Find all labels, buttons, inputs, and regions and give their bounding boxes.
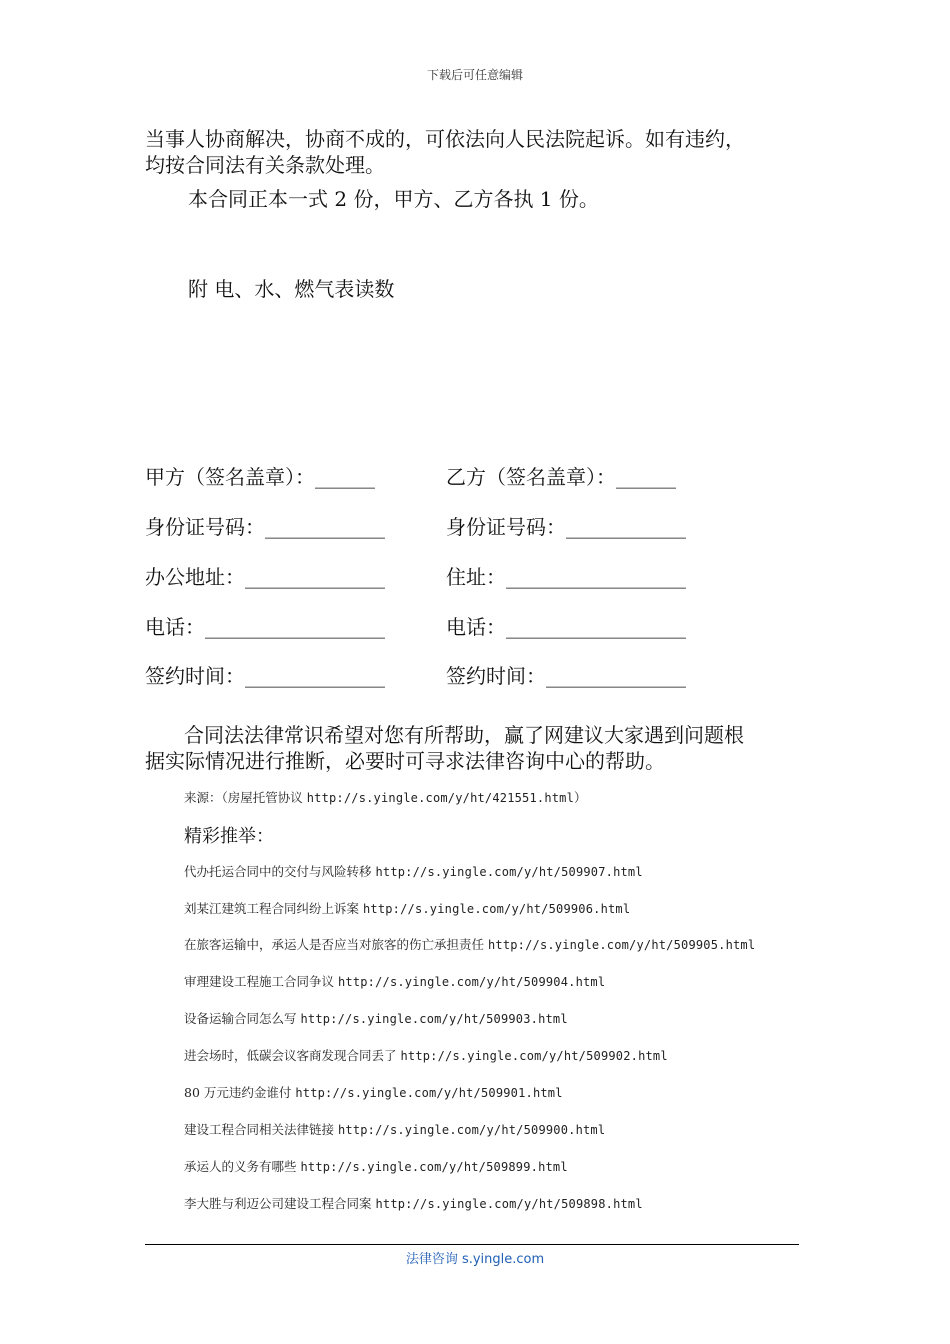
source-link[interactable]: http://s.yingle.com/y/ht/421551.html bbox=[306, 791, 575, 805]
party-a-id-number: 身份证号码：____________ bbox=[145, 515, 385, 539]
list-item bbox=[184, 1120, 605, 1138]
source-line bbox=[184, 788, 587, 806]
source-end: ） bbox=[574, 790, 587, 805]
item-text: 代办托运合同中的交付与风险转移 bbox=[184, 864, 376, 879]
item-text: 审理建设工程施工合同争议 bbox=[184, 974, 338, 989]
item-text: 刘某江建筑工程合同纠纷上诉案 bbox=[184, 901, 363, 916]
list-item bbox=[184, 935, 755, 953]
party-a-signature: 甲方（签名盖章）：______ bbox=[145, 465, 375, 489]
list-item bbox=[184, 1157, 568, 1175]
item-link[interactable]: http://s.yingle.com/y/ht/509901.html bbox=[295, 1086, 563, 1100]
party-b-sign-date: 签约时间：______________ bbox=[446, 664, 686, 688]
item-text: 设备运输合同怎么写 bbox=[184, 1011, 301, 1026]
party-b-id-number: 身份证号码：____________ bbox=[446, 515, 686, 539]
closing-line: 据实际情况进行推断，必要时可寻求法律咨询中心的帮助。 bbox=[145, 749, 665, 773]
item-link[interactable]: http://s.yingle.com/y/ht/509898.html bbox=[375, 1197, 643, 1211]
source-label: 来源：（房屋托管协议 bbox=[184, 790, 307, 805]
item-link[interactable]: http://s.yingle.com/y/ht/509899.html bbox=[300, 1160, 568, 1174]
item-text: 80 万元违约金谁付 bbox=[184, 1085, 296, 1100]
item-text: 李大胜与利迈公司建设工程合同案 bbox=[184, 1196, 376, 1211]
party-b-phone: 电话：__________________ bbox=[446, 615, 686, 639]
paragraph-line: 当事人协商解决，协商不成的，可依法向人民法院起诉。如有违约， bbox=[145, 127, 745, 151]
party-a-sign-date: 签约时间：______________ bbox=[145, 664, 385, 688]
item-link[interactable]: http://s.yingle.com/y/ht/509900.html bbox=[337, 1123, 606, 1137]
list-item bbox=[184, 1009, 568, 1027]
footer-divider bbox=[145, 1244, 799, 1245]
list-item bbox=[184, 1046, 668, 1064]
list-item bbox=[184, 862, 643, 880]
list-item bbox=[184, 899, 630, 917]
list-item bbox=[184, 1194, 643, 1212]
item-link[interactable]: http://s.yingle.com/y/ht/509902.html bbox=[400, 1049, 668, 1063]
copies-paragraph: 本合同正本一式 2 份，甲方、乙方各执 1 份。 bbox=[188, 187, 599, 211]
item-link[interactable]: http://s.yingle.com/y/ht/509905.html bbox=[487, 938, 756, 952]
party-a-office-address: 办公地址：______________ bbox=[145, 565, 385, 589]
party-b-address: 住址：__________________ bbox=[446, 565, 686, 589]
footer-link[interactable]: 法律咨询 s.yingle.com bbox=[405, 1252, 545, 1267]
list-item bbox=[184, 972, 605, 990]
item-link[interactable]: http://s.yingle.com/y/ht/509906.html bbox=[362, 902, 631, 916]
item-text: 进会场时，低碳会议客商发现合同丢了 bbox=[184, 1048, 401, 1063]
attachment-heading: 附 电、水、燃气表读数 bbox=[188, 277, 395, 301]
item-link[interactable]: http://s.yingle.com/y/ht/509907.html bbox=[375, 865, 643, 879]
item-link[interactable]: http://s.yingle.com/y/ht/509904.html bbox=[337, 975, 606, 989]
item-link[interactable]: http://s.yingle.com/y/ht/509903.html bbox=[300, 1012, 568, 1026]
item-text: 建设工程合同相关法律链接 bbox=[184, 1122, 338, 1137]
item-text: 承运人的义务有哪些 bbox=[184, 1159, 301, 1174]
item-text: 在旅客运输中，承运人是否应当对旅客的伤亡承担责任 bbox=[184, 937, 488, 952]
party-b-signature: 乙方（签名盖章）：______ bbox=[446, 465, 676, 489]
list-item bbox=[184, 1083, 563, 1101]
page-header: 下载后可任意编辑 bbox=[426, 68, 523, 82]
recommend-title: 精彩推举： bbox=[184, 826, 274, 847]
paragraph-line: 均按合同法有关条款处理。 bbox=[145, 153, 385, 177]
party-a-phone: 电话：__________________ bbox=[145, 615, 385, 639]
closing-line: 合同法法律常识希望对您有所帮助，赢了网建议大家遇到问题根 bbox=[184, 723, 744, 747]
